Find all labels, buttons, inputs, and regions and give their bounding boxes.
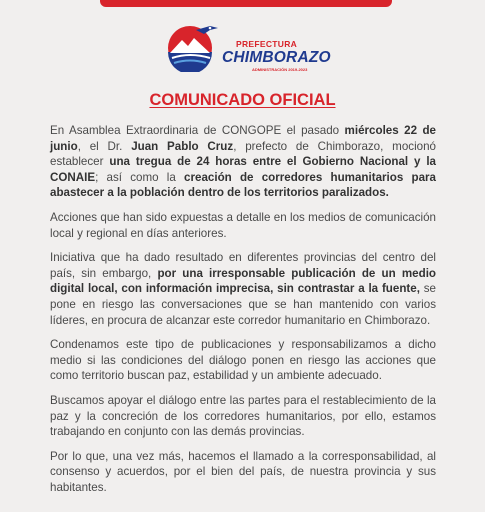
text-run: Acciones que han sido expuestas a detalle en los medios de comunicación local y regional en días anteriores. <box>50 210 436 240</box>
top-accent-bar <box>100 0 392 7</box>
bold-text: Juan Pablo Cruz <box>131 139 234 153</box>
paragraph-6 <box>50 449 436 496</box>
bold-text: una tregua de 24 horas entre el Gobierno Nacional y la CONAIE <box>50 155 436 184</box>
bold-text: por una irresponsable publicación de un medio digital local, con información imprecisa, sin contrastar a la fuente, <box>50 266 436 296</box>
logo-subtitle-text: ADMINISTRACIÓN 2019-2023 <box>252 67 308 72</box>
prefectura-logo <box>166 22 331 72</box>
paragraph-5 <box>50 393 436 440</box>
text-run: se pone en riesgo las conversaciones que se han mantenido con varios líderes, en procura de alcanzar este corredor humanitario en Chimborazo. <box>50 282 437 327</box>
text-run: Iniciativa que ha dado resultado en diferentes provincias del centro del país, sin embargo, <box>50 251 436 280</box>
paragraph-4 <box>50 337 436 384</box>
text-run: En Asamblea Extraordinaria de CONGOPE el pasado <box>50 124 345 137</box>
text-run: ; así como la <box>95 170 185 184</box>
bold-text: miércoles 22 de junio <box>50 124 436 153</box>
text-run: Condenamos este tipo de publicaciones y responsabilizamos a dicho medio si las condiciones del diálogo ponen en riesgo las acciones que como territorio buscan paz, estabilidad y un ambiente adecuado. <box>50 338 436 383</box>
logo-name-text: CHIMBORAZO <box>222 49 331 66</box>
chimborazo-mountain-logo-icon <box>166 22 220 72</box>
page-title: COMUNICADO OFICIAL <box>149 91 336 109</box>
logo-prefix-text: PREFECTURA <box>236 39 298 49</box>
text-run: Buscamos apoyar el diálogo entre las partes para el restablecimiento de la paz y la concreción de los corredores humanitarios, por ello, estamos trabajando en conjunto con las demás provincias. <box>50 393 436 439</box>
paragraph-3 <box>50 250 436 328</box>
paragraph-1 <box>50 123 436 201</box>
bold-text: creación de corredores humanitarios para abastecer a la población dentro de los territorios paralizados. <box>50 170 436 200</box>
text-run: , prefecto de Chimborazo, mocionó establecer <box>50 139 436 169</box>
text-run: Por lo que, una vez más, hacemos el llamado a la corresponsabilidad, al consenso y acuerdos, por el bien del país, de nuestra provincia y sus habitantes. <box>50 449 436 494</box>
paragraph-2 <box>50 210 436 241</box>
communique-body <box>50 123 436 504</box>
text-run: , el Dr. <box>77 139 132 153</box>
